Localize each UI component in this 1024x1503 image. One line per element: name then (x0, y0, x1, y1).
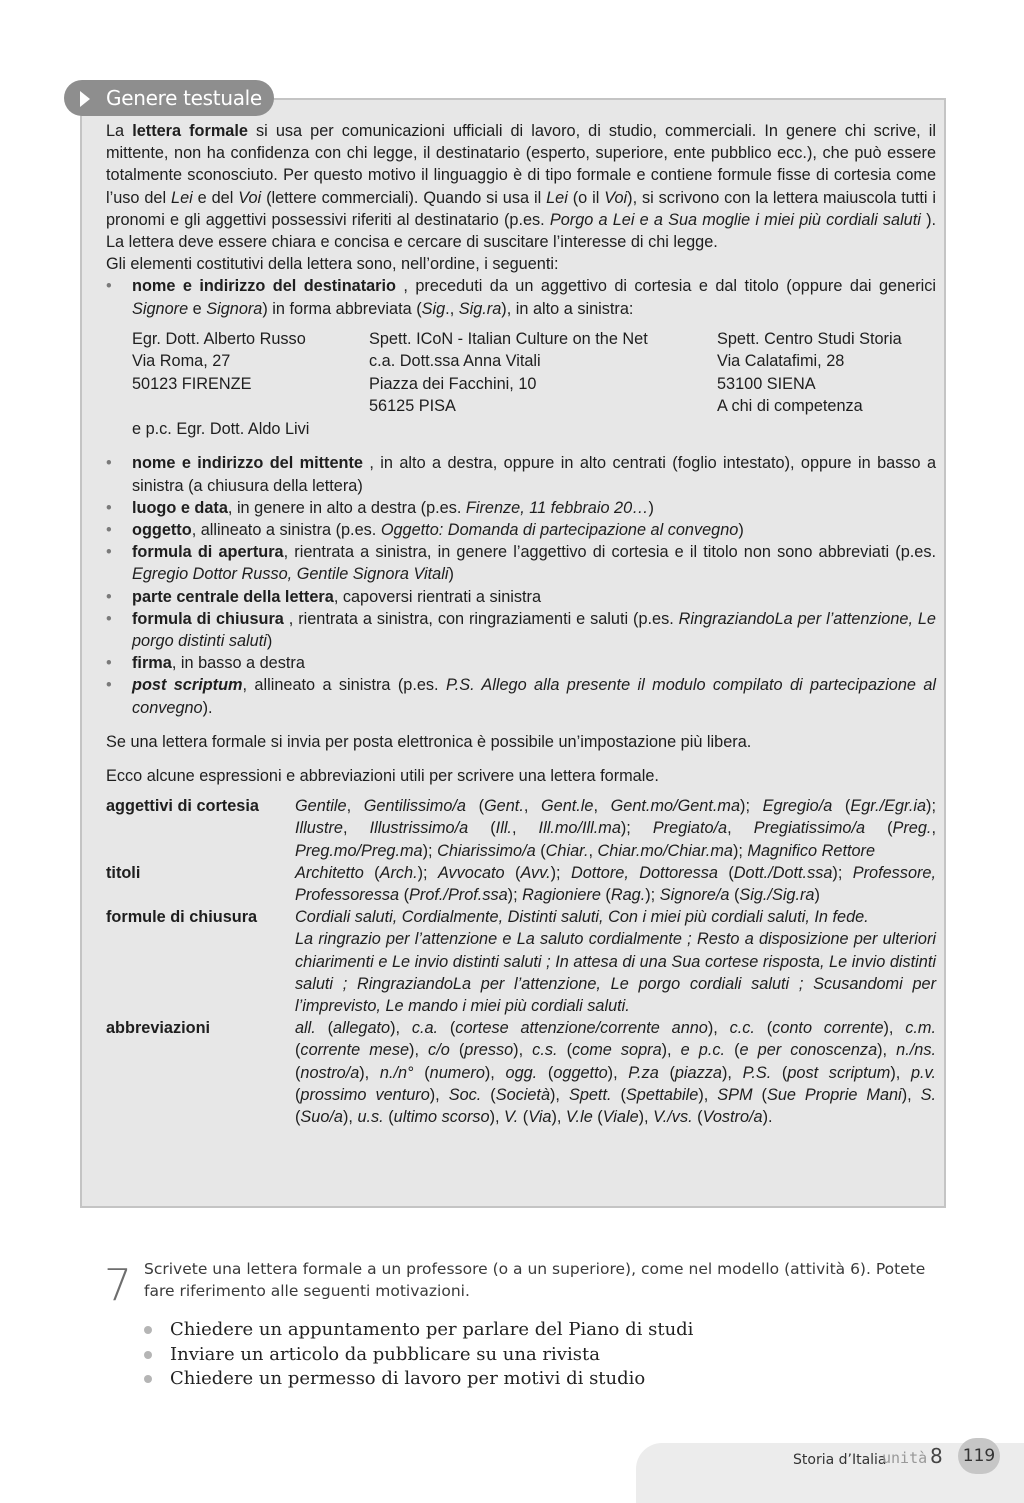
bullet-parte-centrale: • parte centrale della lettera, capoversi rientrati a sinistra (106, 586, 936, 608)
bullet-icon: • (106, 676, 112, 695)
elements-intro: Gli elementi costitutivi della lettera sono, nell’ordine, i seguenti: (106, 255, 559, 274)
bullet-icon: • (106, 654, 112, 673)
bullet-icon (144, 1351, 152, 1359)
option-item: Inviare un articolo da pubblicare su una rivista (144, 1343, 693, 1368)
address-col-2: Spett. ICoN - Italian Culture on the Net c.a. Dott.ssa Anna Vitali Piazza dei Facchini, 10 56125 PISA (369, 329, 648, 416)
bullet-luogo-data: • luogo e data, in genere in alto a destra (p.es. Firenze, 11 febbraio 20…) (106, 497, 936, 519)
exercise-number: 7 (104, 1260, 132, 1311)
bullet-firma: • firma, in basso a destra (106, 652, 936, 674)
address-col-3: Spett. Centro Studi Storia Via Calatafimi, 28 53100 SIENA A chi di competenza (717, 329, 902, 416)
bullet-icon: • (106, 498, 112, 517)
bullet-apertura: • formula di apertura, rientrata a sinistra, in genere l’aggettivo di cortesia e il titolo non sono abbreviati (p.es. Egregio Dottor Russo, Gentile Signora Vitali) (106, 543, 936, 584)
bullet-icon: • (106, 543, 112, 562)
address-examples (106, 328, 936, 418)
play-arrow-icon (80, 91, 90, 107)
bullet-icon (144, 1326, 152, 1334)
footer-section: Storia d’Italia (793, 1452, 887, 1468)
bullet-post-scriptum: • post scriptum, allineato a sinistra (p.es. P.S. Allego alla presente il modulo compilato di partecipazione al convegno). (106, 676, 936, 717)
address-col-1: Egr. Dott. Alberto Russo Via Roma, 27 50123 FIRENZE (132, 329, 306, 393)
bullet-icon: • (106, 277, 112, 296)
bullet-mittente: • nome e indirizzo del mittente , in alto a destra, oppure in alto centrati (foglio intestato), oppure in basso a sinistra (a chiusura della lettera) (106, 454, 936, 495)
section-tab-label: Genere testuale (106, 86, 262, 110)
bullet-destinatario: • nome e indirizzo del destinatario , preceduti da un aggettivo di cortesia e dal titolo (oppure dai generici Signore e Signora) in forma abbreviata (Sig., Sig.ra), in alto a sinistra: (106, 277, 936, 318)
bullet-icon: • (106, 587, 112, 606)
glossary-chiusura: formule di chiusura Cordiali saluti, Cordialmente, Distinti saluti, Con i miei più cordiali saluti, In fede. La ringrazio per l’attenzione e La saluto cordialmente ; Resto a disposizione per ulteriori chiarimenti e Le invio distinti saluti ; In attesa di una Sua cortese risposta, Le invio distinti saluti ; RingraziandoLa per l’attenzione, Le porgo cordiali saluti ; Scusandomi per l’imprevisto, Le mando i miei più cordiali saluti. (106, 908, 936, 1015)
exercise-prompt: Scrivete una lettera formale a un professore (o a un superiore), come nel modello (attività 6). Potete fare riferimento alle seguenti motivazioni. (144, 1260, 926, 1300)
page-number: 119 (958, 1438, 1000, 1474)
bullet-oggetto: • oggetto, allineato a sinistra (p.es. Oggetto: Domanda di partecipazione al convegno) (106, 519, 936, 541)
bullet-icon: • (106, 520, 112, 539)
exercise-options (144, 1318, 693, 1392)
intro-paragraph: La lettera formale si usa per comunicazioni ufficiali di lavoro, di studio, commerciali. In genere chi scrive, il mittente, non ha confidenza con chi legge, il destinatario (esperto, superiore, ente pubblico ecc.), che può essere totalmente sconosciuto. Per questo motivo il linguaggio è di tipo formale e contiene formule fisse di cortesia come l’uso del Lei e del Voi (lettere commerciali). Quando si usa il Lei (o il Voi), si scrivono con la lettera maiuscola tutti i pronomi e gli aggettivi possessivi riferiti al destinatario (p.es. Porgo a Lei e a Sua moglie i miei più cordiali saluti ). La lettera deve essere chiara e concisa e cercare di suscitare l’interesse di chi legge. (106, 122, 937, 252)
footer-unit-label: unità (882, 1449, 928, 1467)
bullet-icon: • (106, 454, 112, 473)
section-tab (64, 80, 274, 116)
glossary-cortesia: aggettivi di cortesia Gentile, Gentilissimo/a (Gent., Gent.le, Gent.mo/Gent.ma); Egregio/a (Egr./Egr.ia); Illustre, Illustrissimo/a (Ill., Ill.mo/Ill.ma); Pregiato/a, Pregiatissimo/a (Preg., Preg.mo/Preg.ma); Chiarissimo/a (Chiar., Chiar.mo/Chiar.ma); Magnifico Rettore (106, 797, 936, 860)
expressions-intro: Ecco alcune espressioni e abbreviazioni utili per scrivere una lettera formale. (106, 766, 659, 785)
glossary-titoli: titoli Architetto (Arch.); Avvocato (Avv.); Dottore, Dottoressa (Dott./Dott.ssa); Professore, Professoressa (Prof./Prof.ssa); Ragioniere (Rag.); Signore/a (Sig./Sig.ra) (106, 863, 937, 904)
bullet-chiusura: • formula di chiusura , rientrata a sinistra, con ringraziamenti e saluti (p.es. RingraziandoLa per l’attenzione, Le porgo distinti saluti) (106, 609, 936, 650)
cc-line: e p.c. Egr. Dott. Aldo Livi (132, 419, 310, 438)
email-note: Se una lettera formale si invia per posta elettronica è possibile un’impostazione più libera. (106, 732, 752, 751)
bullet-icon (144, 1375, 152, 1383)
genre-content (106, 120, 936, 1128)
option-item: Chiedere un appuntamento per parlare del Piano di studi (144, 1318, 693, 1343)
option-item: Chiedere un permesso di lavoro per motivi di studio (144, 1367, 693, 1392)
glossary-abbreviazioni: abbreviazioni all. (allegato), c.a. (cortese attenzione/corrente anno), c.c. (conto corrente), c.m. (corrente mese), c/o (presso), c.s. (come sopra), e p.c. (e per conoscenza), n./ns. (nostro/a), n./n° (numero), ogg. (oggetto), P.za (piazza), P.S. (post scriptum), p.v. (prossimo venturo), Soc. (Società), Spett. (Spettabile), SPM (Sue Proprie Mani), S. (Suo/a), u.s. (ultimo scorso), V. (Via), V.le (Viale), V./vs. (Vostro/a). (106, 1019, 937, 1127)
bullet-icon: • (106, 609, 112, 628)
footer-unit-number: 8 (930, 1444, 943, 1468)
